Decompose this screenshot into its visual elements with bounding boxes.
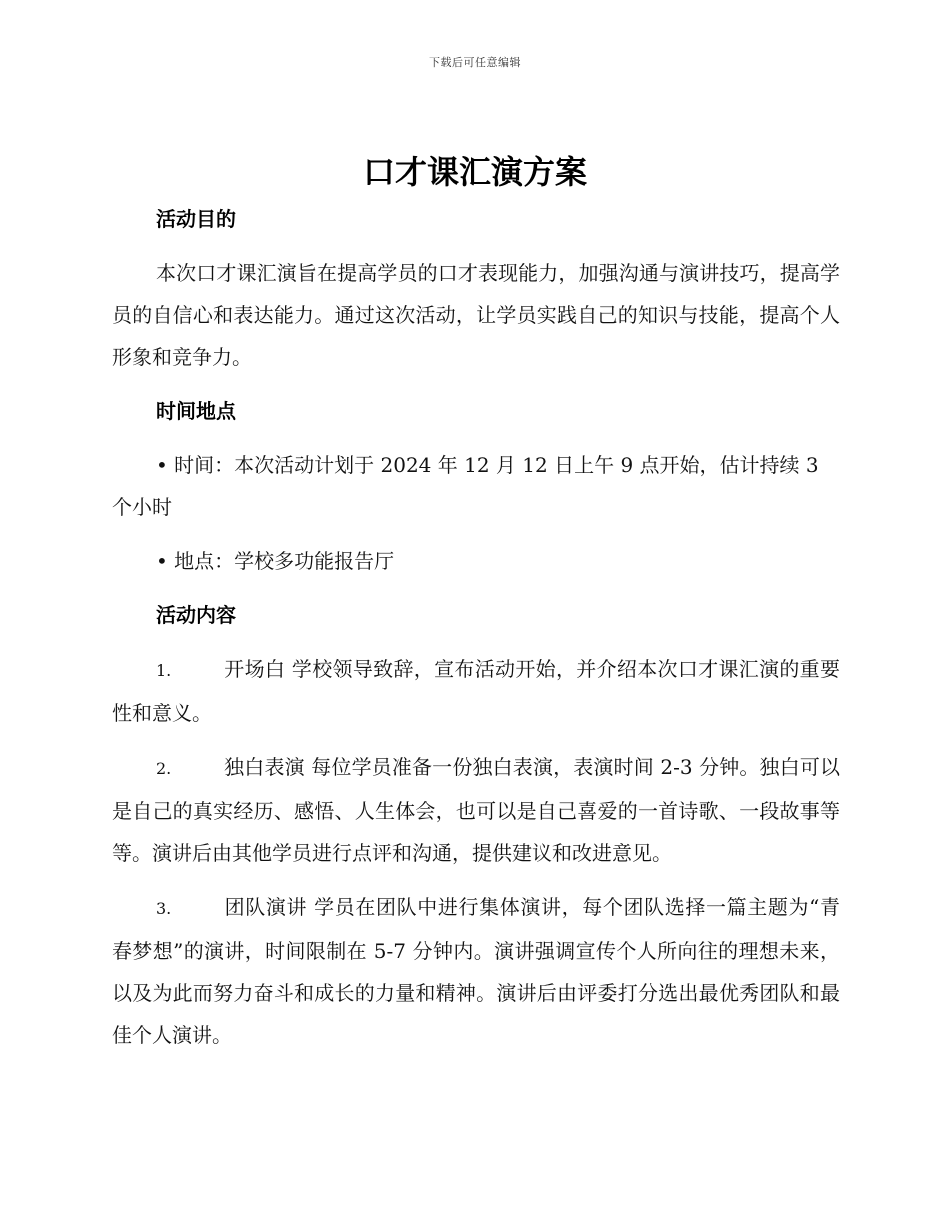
list-item-text: 独白表演 每位学员准备一份独白表演，表演时间 2-3 分钟。独白可以是自己的真实经历、感悟、人生体会，也可以是自己喜爱的一首诗歌、一段故事等等。演讲后由其他学员进行点评和沟通，提供建议和改进意见。 bbox=[112, 755, 840, 865]
place-bullet: • 地点：学校多功能报告厅 bbox=[156, 549, 395, 573]
list-item bbox=[112, 886, 840, 1056]
time-bullet: • 时间：本次活动计划于 2024 年 12 月 12 日上午 9 点开始，估计持续 3 个小时 bbox=[112, 453, 819, 519]
section-heading-purpose: 活动目的 bbox=[156, 207, 236, 231]
list-item-text: 团队演讲 学员在团队中进行集体演讲，每个团队选择一篇主题为“青春梦想”的演讲，时间限制在 5-7 分钟内。演讲强调宣传个人所向往的理想未来，以及为此而努力奋斗和成长的力量和精神。演讲后由评委打分选出最优秀团队和最佳个人演讲。 bbox=[112, 895, 840, 1047]
list-item bbox=[112, 648, 840, 734]
section-heading-content: 活动内容 bbox=[156, 603, 236, 627]
document-body bbox=[112, 198, 840, 1068]
list-item bbox=[112, 746, 840, 874]
purpose-paragraph: 本次口才课汇演旨在提高学员的口才表现能力，加强沟通与演讲技巧，提高学员的自信心和表达能力。通过这次活动，让学员实践自己的知识与技能，提高个人形象和竞争力。 bbox=[112, 261, 840, 369]
list-item-text: 开场白 学校领导致辞，宣布活动开始，并介绍本次口才课汇演的重要性和意义。 bbox=[112, 657, 840, 725]
header-note: 下载后可任意编辑 bbox=[429, 56, 521, 69]
list-item-number: 2. bbox=[156, 759, 172, 778]
section-heading-time-place: 时间地点 bbox=[156, 399, 236, 423]
list-item-number: 3. bbox=[156, 899, 172, 918]
list-item-number: 1. bbox=[156, 661, 172, 680]
document-title: 口才课汇演方案 bbox=[362, 153, 587, 191]
